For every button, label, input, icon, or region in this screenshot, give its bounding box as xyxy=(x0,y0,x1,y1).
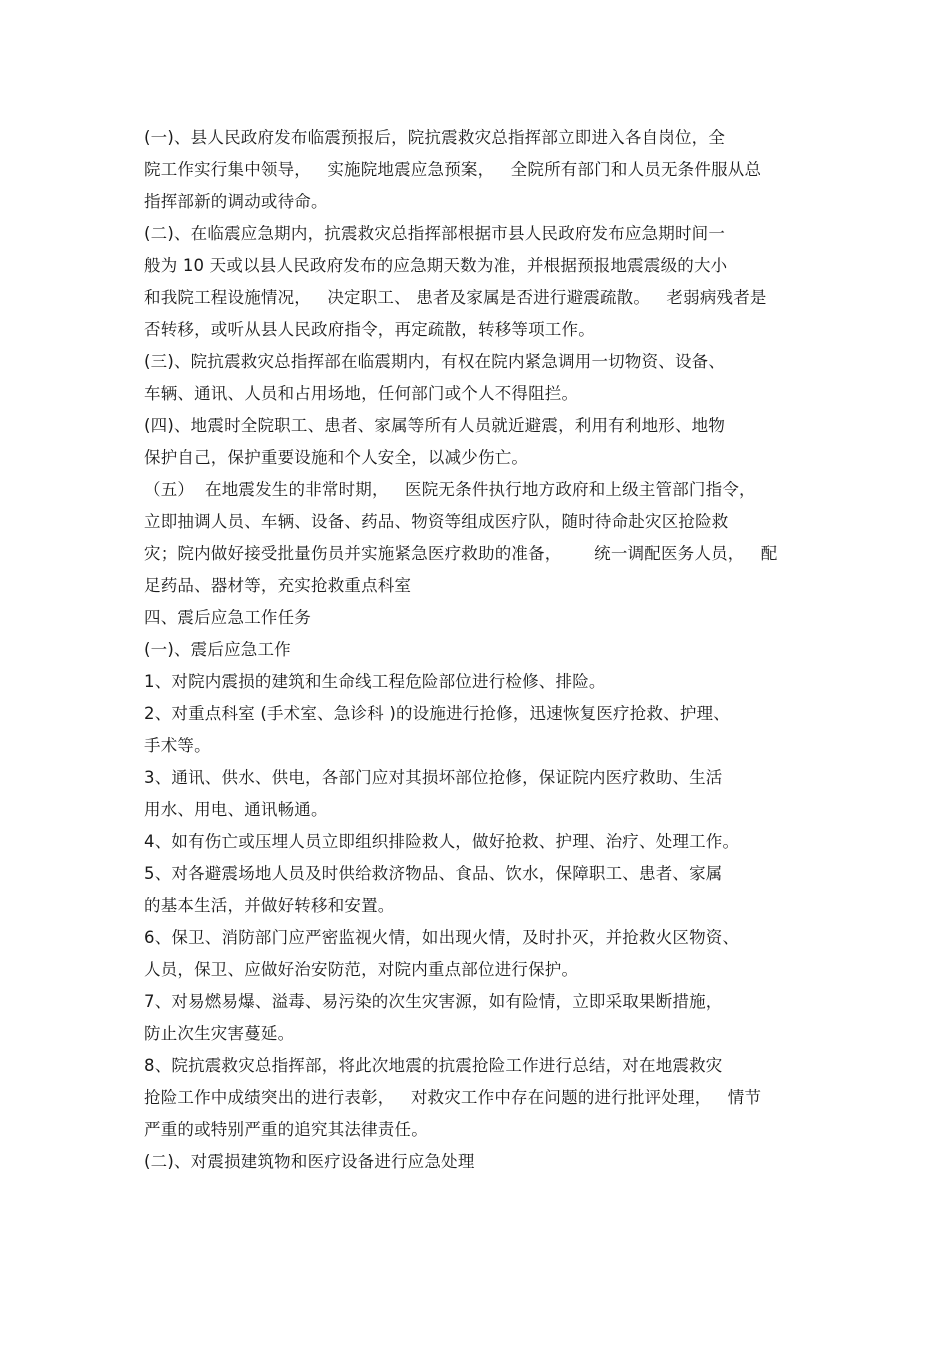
text-line: (一)、县人民政府发布临震预报后，院抗震救灾总指挥部立即进入各自岗位，全 xyxy=(144,128,726,147)
text-line: 院工作实行集中领导， 实施院地震应急预案， 全院所有部门和人员无条件服从总 xyxy=(144,160,762,179)
text-line: 3、通讯、供水、供电，各部门应对其损坏部位抢修，保证院内医疗救助、生活 xyxy=(144,768,723,787)
text-line: 5、对各避震场地人员及时供给救济物品、食品、饮水，保障职工、患者、家属 xyxy=(144,864,723,883)
text-line: 立即抽调人员、车辆、设备、药品、物资等组成医疗队，随时待命赴灾区抢险救 xyxy=(144,512,729,531)
text-line: 手术等。 xyxy=(144,736,211,755)
text-line: 2、对重点科室 (手术室、急诊科 )的设施进行抢修，迅速恢复医疗抢救、护理、 xyxy=(144,704,730,723)
text-line: (二)、在临震应急期内，抗震救灾总指挥部根据市县人民政府发布应急期时间一 xyxy=(144,224,726,243)
text-line: 1、对院内震损的建筑和生命线工程危险部位进行检修、排险。 xyxy=(144,672,606,691)
text-line: 4、如有伤亡或压埋人员立即组织排险救人，做好抢救、护理、治疗、处理工作。 xyxy=(144,832,740,851)
text-line: 严重的或特别严重的追究其法律责任。 xyxy=(144,1120,428,1139)
subsection-heading: (一)、震后应急工作 xyxy=(144,640,291,659)
text-line: 般为 10 天或以县人民政府发布的应急期天数为准，并根据预报地震震级的大小 xyxy=(144,256,728,275)
text-line: 车辆、通讯、人员和占用场地，任何部门或个人不得阻拦。 xyxy=(144,384,579,403)
subsection-heading: (二)、对震损建筑物和医疗设备进行应急处理 xyxy=(144,1152,475,1171)
text-line: 指挥部新的调动或待命。 xyxy=(144,192,328,211)
text-line: (四)、地震时全院职工、患者、家属等所有人员就近避震，利用有利地形、地物 xyxy=(144,416,726,435)
text-line: 保护自己，保护重要设施和个人安全，以减少伤亡。 xyxy=(144,448,529,467)
text-line: （五） 在地震发生的非常时期， 医院无条件执行地方政府和上级主管部门指令， xyxy=(144,480,756,499)
text-line: 和我院工程设施情况， 决定职工、 患者及家属是否进行避震疏散。 老弱病残者是 xyxy=(144,288,767,307)
text-line: 7、对易燃易爆、溢毒、易污染的次生灾害源，如有险情，立即采取果断措施， xyxy=(144,992,723,1011)
text-line: 否转移，或听从县人民政府指令，再定疏散，转移等项工作。 xyxy=(144,320,595,339)
text-line: 抢险工作中成绩突出的进行表彰， 对救灾工作中存在问题的进行批评处理， 情节 xyxy=(144,1088,762,1107)
text-line: 用水、用电、通讯畅通。 xyxy=(144,800,328,819)
text-line: 8、院抗震救灾总指挥部，将此次地震的抗震抢险工作进行总结，对在地震救灾 xyxy=(144,1056,723,1075)
text-line: 人员，保卫、应做好治安防范，对院内重点部位进行保护。 xyxy=(144,960,579,979)
text-line: 防止次生灾害蔓延。 xyxy=(144,1024,295,1043)
text-line: 足药品、器材等，充实抢救重点科室 xyxy=(144,576,412,595)
text-line: 灾；院内做好接受批量伤员并实施紧急医疗救助的准备， 统一调配医务人员， 配 xyxy=(144,544,778,563)
text-line: 的基本生活，并做好转移和安置。 xyxy=(144,896,395,915)
text-line: 6、保卫、消防部门应严密监视火情，如出现火情，及时扑灭，并抢救火区物资、 xyxy=(144,928,740,947)
text-line: (三)、院抗震救灾总指挥部在临震期内，有权在院内紧急调用一切物资、设备、 xyxy=(144,352,726,371)
section-heading: 四、震后应急工作任务 xyxy=(144,608,311,627)
